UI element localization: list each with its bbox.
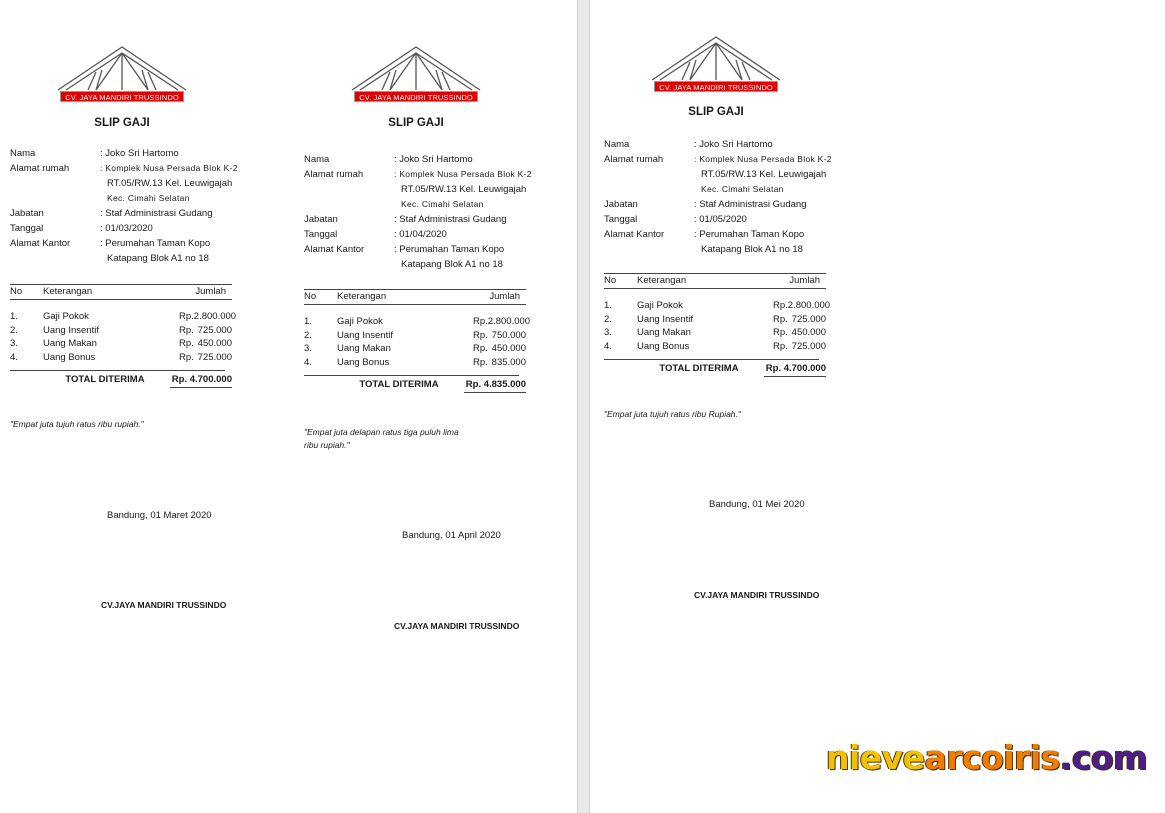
total-label: TOTAL DITERIMA	[65, 374, 145, 385]
col-jumlah: Jumlah	[489, 291, 520, 302]
nama-label: Nama	[10, 148, 36, 159]
item-currency: Rp.	[773, 327, 788, 338]
col-no: No	[604, 275, 617, 286]
item-keterangan: Gaji Pokok	[337, 316, 383, 327]
alamat-kantor-value: : Perumahan Taman Kopo	[394, 244, 505, 255]
company-signature: CV.JAYA MANDIRI TRUSSINDO	[101, 600, 227, 610]
item-currency: Rp.	[179, 311, 194, 322]
watermark	[826, 738, 1147, 777]
item-no: 4.	[10, 351, 18, 363]
alamat-rumah-value: : Komplek Nusa Persada Blok K-2	[694, 154, 832, 164]
table-row	[604, 326, 826, 340]
total-value: Rp. 4.835.000	[464, 377, 526, 393]
item-amount	[737, 299, 830, 313]
col-jumlah: Jumlah	[789, 275, 820, 286]
alamat-rumah-line3: Kec. Cimahi Selatan	[701, 184, 784, 194]
item-keterangan: Uang Makan	[337, 343, 391, 354]
item-currency: Rp.	[179, 338, 194, 349]
item-no: 3.	[304, 343, 312, 354]
item-no: 2.	[10, 324, 18, 336]
watermark-part1: nieve	[826, 738, 925, 777]
table-row	[604, 313, 826, 327]
alamat-rumah-value: : Komplek Nusa Persada Blok K-2	[394, 169, 532, 179]
slip-title: SLIP GAJI	[388, 117, 444, 129]
nama-label: Nama	[604, 139, 630, 150]
item-value: 450.000	[197, 338, 232, 349]
item-no: 2.	[304, 329, 312, 341]
alamat-kantor-value: : Perumahan Taman Kopo	[100, 238, 211, 249]
alamat-rumah-label: Alamat rumah	[304, 169, 364, 180]
item-no: 3.	[604, 327, 612, 338]
alamat-kantor-label: Alamat Kantor	[10, 238, 71, 249]
item-currency: Rp.	[179, 324, 194, 336]
item-value: 450.000	[491, 343, 526, 354]
alamat-rumah-line2: RT.05/RW.13 Kel. Leuwigajah	[701, 169, 827, 180]
item-no: 1.	[10, 311, 18, 322]
jabatan-value: : Staf Administrasi Gudang	[694, 199, 807, 210]
total-divider	[604, 359, 819, 360]
item-keterangan: Uang Bonus	[337, 356, 390, 368]
logo-banner-text: CV. JAYA MANDIRI TRUSSINDO	[354, 91, 478, 102]
logo-banner-text: CV. JAYA MANDIRI TRUSSINDO	[60, 91, 184, 102]
total-value: Rp. 4.700.000	[170, 372, 232, 388]
table-row	[604, 299, 831, 313]
amount-in-words	[604, 408, 804, 421]
roof-truss-logo-icon	[646, 34, 786, 84]
item-currency: Rp.	[473, 343, 488, 354]
slip-title: SLIP GAJI	[688, 106, 744, 118]
total-value: Rp. 4.700.000	[764, 361, 826, 377]
item-no: 3.	[10, 338, 18, 349]
item-value: 725.000	[791, 340, 826, 352]
salary-table	[604, 273, 831, 377]
item-keterangan: Gaji Pokok	[637, 300, 683, 311]
item-currency: Rp.	[773, 300, 788, 311]
item-value: 725.000	[197, 324, 232, 336]
item-currency: Rp.	[773, 313, 788, 325]
tanggal-value: : 01/05/2020	[694, 214, 747, 225]
item-currency: Rp.	[473, 329, 488, 341]
alamat-rumah-value: : Komplek Nusa Persada Blok K-2	[100, 163, 238, 173]
alamat-kantor-label: Alamat Kantor	[604, 229, 665, 240]
alamat-kantor-value: : Perumahan Taman Kopo	[694, 229, 805, 240]
item-value: 750.000	[491, 329, 526, 341]
watermark-part2: arcoiris	[924, 738, 1060, 777]
item-amount	[737, 326, 826, 340]
nama-value: : Joko Sri Hartomo	[694, 139, 773, 150]
item-value: 725.000	[791, 313, 826, 325]
company-logo	[646, 34, 786, 96]
total-row	[604, 361, 826, 377]
col-no: No	[304, 291, 317, 302]
item-no: 1.	[304, 316, 312, 327]
tanggal-label: Tanggal	[10, 223, 44, 234]
item-no: 4.	[604, 340, 612, 352]
item-keterangan: Uang Makan	[43, 338, 97, 349]
item-currency: Rp.	[773, 340, 788, 352]
nama-label: Nama	[304, 154, 330, 165]
item-value: 835.000	[491, 356, 526, 368]
item-value: 2.800.000	[787, 300, 831, 311]
alamat-kantor-label: Alamat Kantor	[304, 244, 365, 255]
nama-value: : Joko Sri Hartomo	[100, 148, 179, 159]
tanggal-value: : 01/04/2020	[394, 229, 447, 240]
item-no: 2.	[604, 313, 612, 325]
slip-title: SLIP GAJI	[94, 117, 150, 129]
item-value: 450.000	[791, 327, 826, 338]
amount-in-words-line2: ribu rupiah."	[304, 440, 350, 450]
item-amount	[737, 313, 826, 327]
alamat-rumah-line2: RT.05/RW.13 Kel. Leuwigajah	[401, 184, 527, 195]
slip-date: Bandung, 01 April 2020	[402, 530, 501, 541]
company-signature: CV.JAYA MANDIRI TRUSSINDO	[694, 590, 820, 600]
tanggal-value: : 01/03/2020	[100, 223, 153, 234]
jabatan-label: Jabatan	[10, 208, 44, 219]
slip-date: Bandung, 01 Mei 2020	[709, 499, 805, 510]
amount-in-words-line1: "Empat juta delapan ratus tiga puluh lima	[304, 427, 459, 437]
alamat-rumah-label: Alamat rumah	[604, 154, 664, 165]
item-currency: Rp.	[473, 316, 488, 327]
item-keterangan: Gaji Pokok	[43, 311, 89, 322]
item-value: 2.800.000	[193, 311, 237, 322]
alamat-rumah-label: Alamat rumah	[10, 163, 70, 174]
item-keterangan: Uang Makan	[637, 327, 691, 338]
jabatan-label: Jabatan	[304, 214, 338, 225]
alamat-rumah-line3: Kec. Cimahi Selatan	[107, 193, 190, 203]
amount-in-words-line1: "Empat juta tujuh ratus ribu rupiah."	[10, 419, 144, 429]
slip-date: Bandung, 01 Maret 2020	[107, 510, 212, 521]
employee-info	[604, 137, 844, 257]
item-no: 1.	[604, 300, 612, 311]
item-keterangan: Uang Insentif	[43, 324, 99, 336]
tanggal-label: Tanggal	[304, 229, 338, 240]
item-amount	[737, 340, 826, 354]
item-currency: Rp.	[179, 351, 194, 363]
item-no: 4.	[304, 356, 312, 368]
total-label: TOTAL DITERIMA	[359, 379, 439, 390]
item-keterangan: Uang Insentif	[337, 329, 393, 341]
jabatan-value: : Staf Administrasi Gudang	[100, 208, 213, 219]
amount-in-words-line1: "Empat juta tujuh ratus ribu Rupiah."	[604, 409, 741, 419]
alamat-kantor-line2: Katapang Blok A1 no 18	[701, 244, 803, 255]
item-keterangan: Uang Bonus	[43, 351, 96, 363]
item-value: 725.000	[197, 351, 232, 363]
alamat-kantor-line2: Katapang Blok A1 no 18	[401, 259, 503, 270]
company-signature: CV.JAYA MANDIRI TRUSSINDO	[394, 621, 520, 631]
item-currency: Rp.	[473, 356, 488, 368]
table-row	[604, 340, 826, 354]
alamat-kantor-line2: Katapang Blok A1 no 18	[107, 253, 209, 264]
col-keterangan: Keterangan	[43, 286, 93, 297]
table-header	[604, 273, 826, 289]
jabatan-label: Jabatan	[604, 199, 638, 210]
item-value: 2.800.000	[487, 316, 531, 327]
item-keterangan: Uang Insentif	[637, 313, 693, 325]
item-keterangan: Uang Bonus	[637, 340, 690, 352]
table-items	[604, 299, 831, 353]
col-no: No	[10, 286, 23, 297]
alamat-rumah-line3: Kec. Cimahi Selatan	[401, 199, 484, 209]
total-label: TOTAL DITERIMA	[659, 363, 739, 374]
alamat-rumah-line2: RT.05/RW.13 Kel. Leuwigajah	[107, 178, 233, 189]
tanggal-label: Tanggal	[604, 214, 638, 225]
col-jumlah: Jumlah	[195, 286, 226, 297]
logo-banner-text: CV. JAYA MANDIRI TRUSSINDO	[654, 81, 778, 92]
col-keterangan: Keterangan	[637, 275, 687, 286]
jabatan-value: : Staf Administrasi Gudang	[394, 214, 507, 225]
watermark-part3: .com	[1059, 738, 1148, 777]
col-keterangan: Keterangan	[337, 291, 387, 302]
nama-value: : Joko Sri Hartomo	[394, 154, 473, 165]
